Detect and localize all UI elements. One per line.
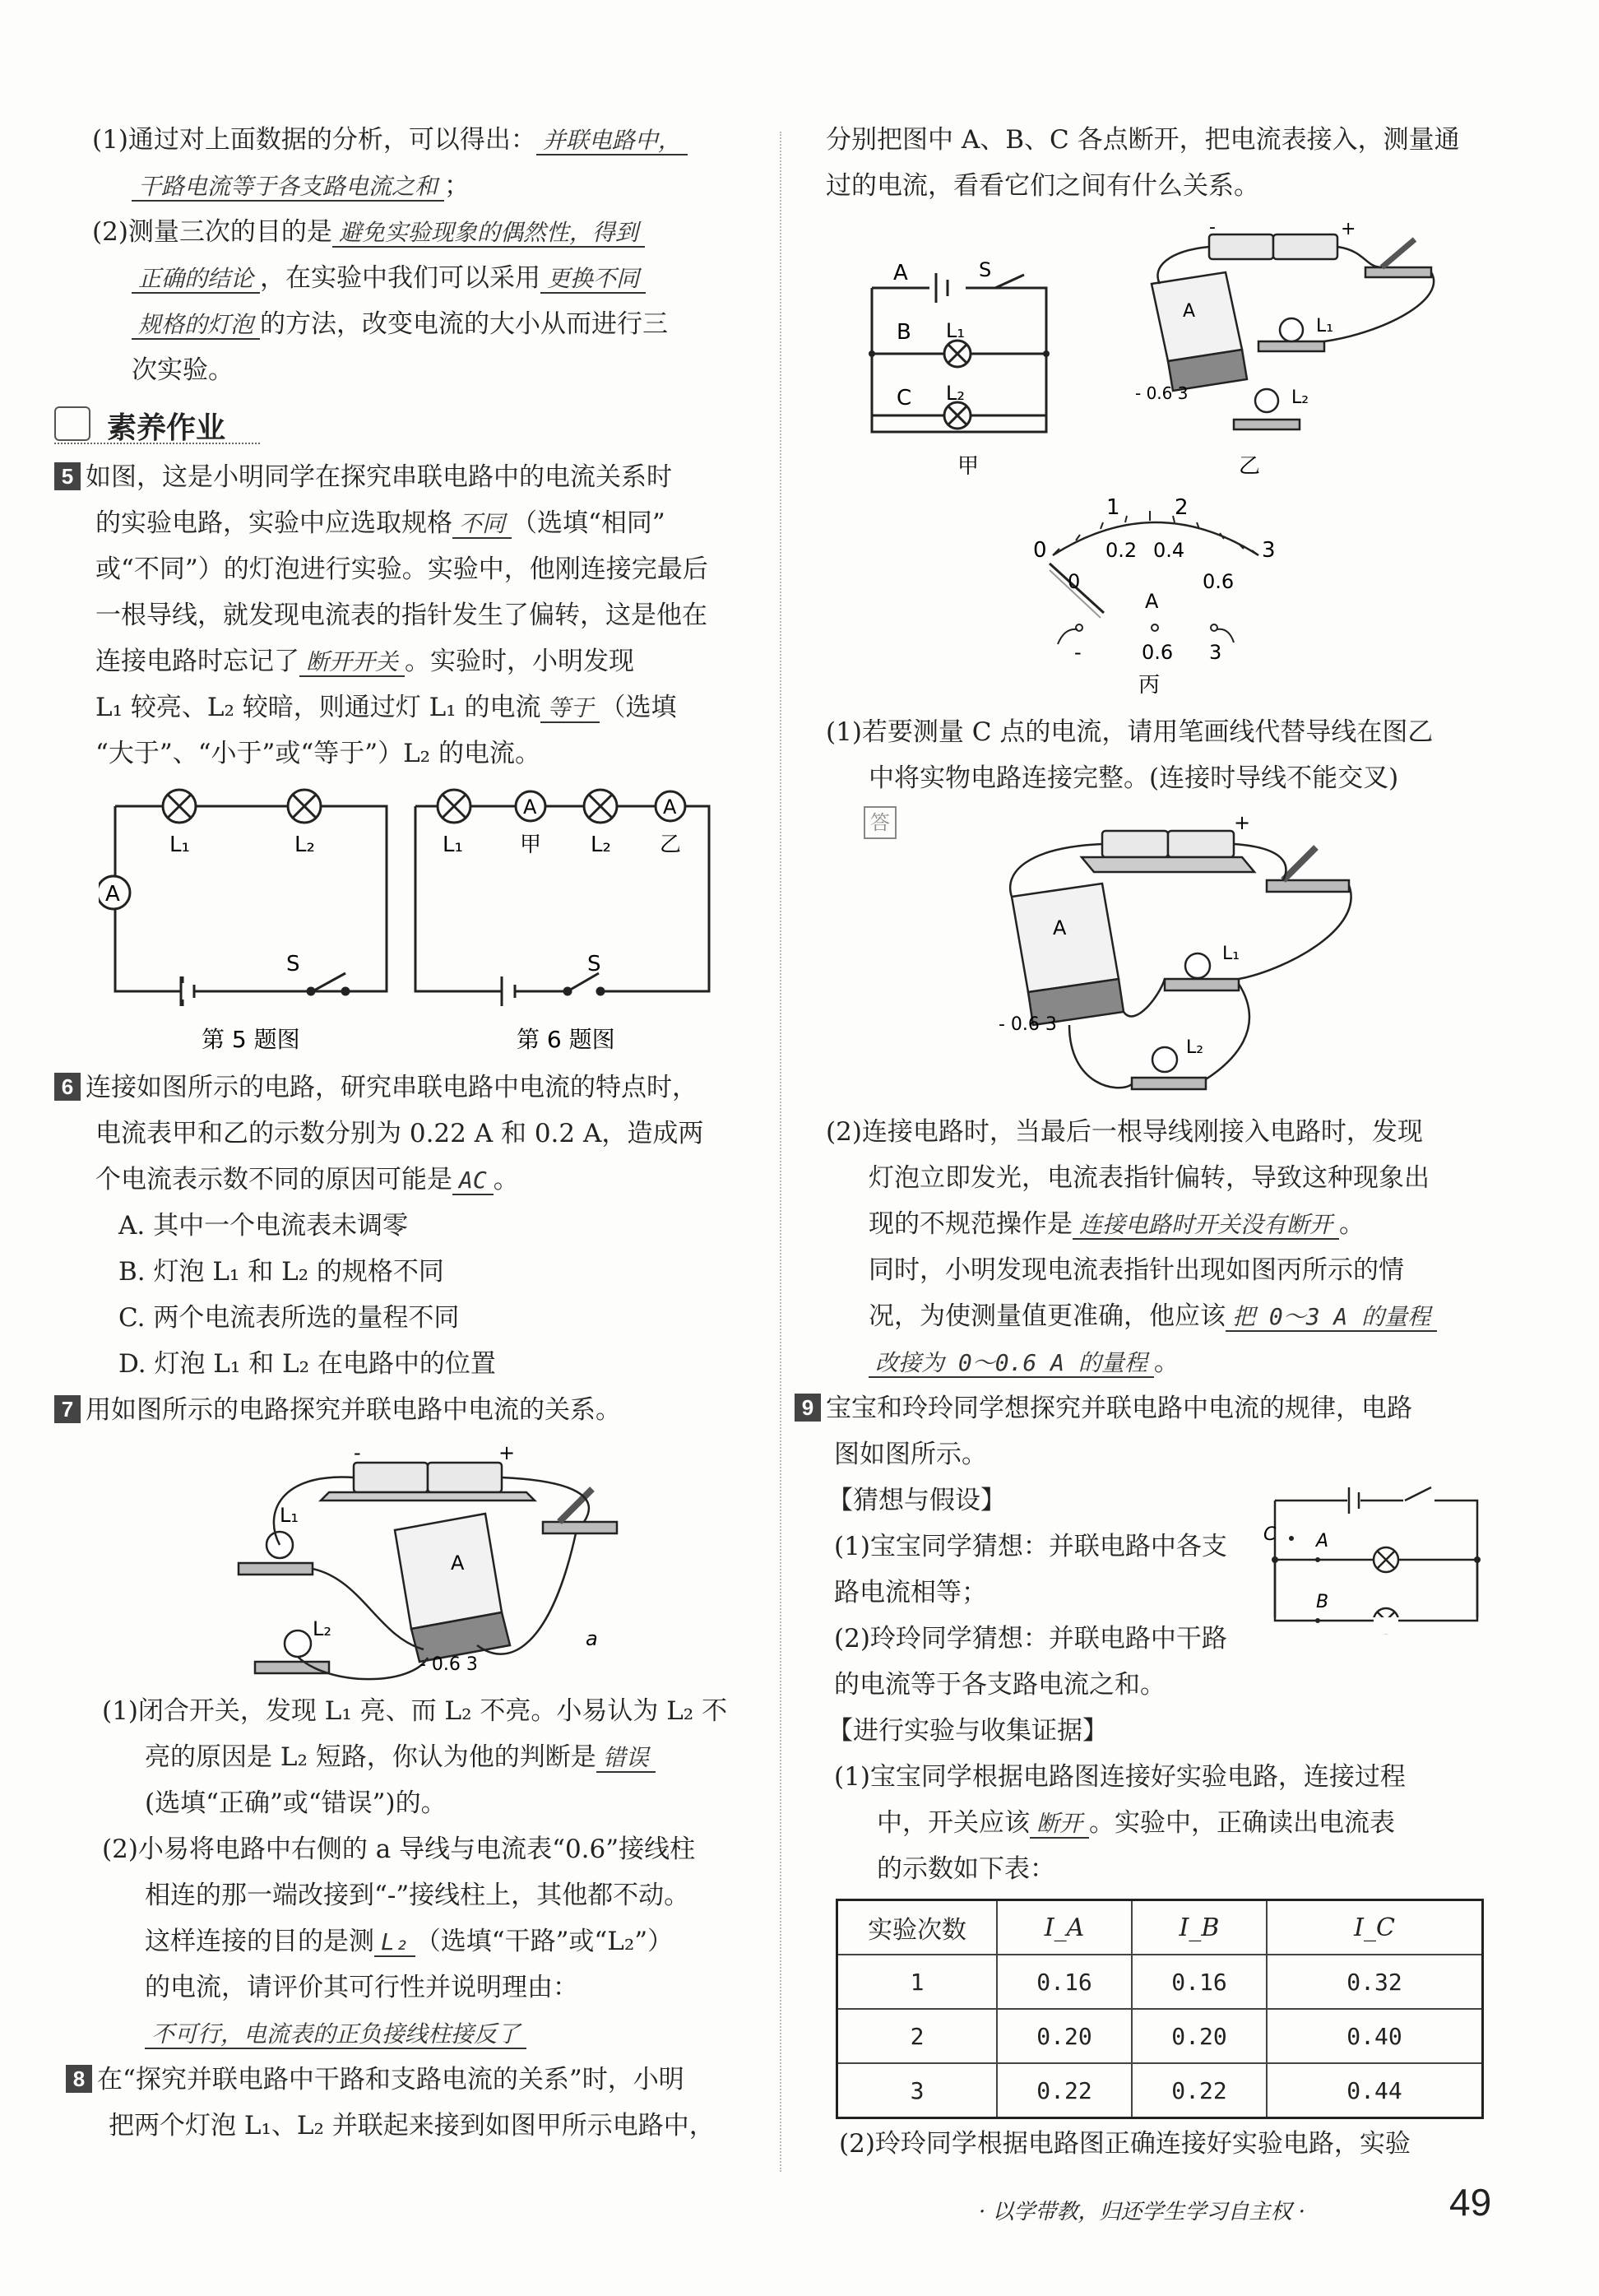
q8-2-line5: 况，为使测量值更准确，他应该 把 0～3 A 的量程 (869, 1300, 1437, 1334)
point-b-label: B (1316, 1592, 1329, 1612)
ammeter-symbol: A (451, 1552, 465, 1575)
terminal-minus: - (1074, 641, 1082, 664)
battery-minus: - (354, 1441, 361, 1464)
question-number: 7 (54, 1395, 81, 1423)
dial-tick-2: 2 (1175, 498, 1189, 520)
answer-blank: 等于 (540, 694, 600, 723)
answer-blank: 更换不同 (540, 265, 646, 294)
dial-tick-1: 1 (1106, 498, 1120, 520)
terminal-3: 3 (1209, 641, 1222, 664)
answer-blank: 断开开关 (299, 648, 405, 677)
q4-1-line2: 干路电流等于各支路电流之和 ； (132, 169, 470, 203)
point-c-label: C (1263, 1524, 1277, 1545)
q5-line2: 的实验电路，实验中应选取规格 不同 （选填“相同” (95, 508, 665, 538)
answer-stamp: 答 (864, 806, 897, 839)
ammeter-label: A (105, 882, 120, 907)
answer-blank: 避免实验现象的偶然性，得到 (332, 219, 645, 248)
lamp-l1-label: L₁ (280, 1504, 299, 1527)
q9-experiment-heading: 【进行实验与收集证据】 (827, 1716, 1108, 1746)
fig-bing-ammeter-dial (1028, 498, 1283, 699)
q9-circuit (1258, 1481, 1497, 1645)
point-a-label: A (893, 261, 908, 285)
answer-blank: 正确的结论 (132, 265, 260, 294)
fig-answer-real-circuit (971, 814, 1382, 1111)
dial-tick-3: 3 (1262, 538, 1276, 563)
lamp-l1-label: L₁ (169, 833, 190, 857)
switch-label: S (979, 258, 992, 281)
question-number: 9 (795, 1394, 821, 1422)
q5-line6: L₁ 较亮、L₂ 较暗，则通过灯 L₁ 的电流 等于 （选填 (95, 693, 677, 722)
q4-1-line1: (1)通过对上面数据的分析，可以得出： 并联电路中， (92, 123, 688, 157)
table-cell: 0.22 (1132, 2063, 1267, 2118)
q8-2-line2: 灯泡立即发光，电流表指针偏转，导致这种现象出 (869, 1163, 1430, 1193)
q8-2-line1: (2)连接电路时，当最后一根导线刚接入电路时，发现 (826, 1117, 1423, 1147)
lamp-l2-label: L₂ (1186, 1037, 1204, 1058)
battery-plus: + (1234, 814, 1251, 834)
pencil-icon (54, 406, 90, 441)
page-number: 49 (1449, 2181, 1492, 2224)
q6-option-d: D. 灯泡 L₁ 和 L₂ 在电路中的位置 (118, 1349, 496, 1379)
wire-a-label: a (586, 1627, 598, 1650)
lamp-l2-label: L₂ (294, 833, 315, 857)
question-number: 5 (54, 462, 81, 490)
ammeter-symbol: A (1145, 590, 1159, 613)
point-a-label: A (1316, 1531, 1329, 1552)
table-header: I_B (1132, 1900, 1267, 1955)
section-title: 素养作业 (107, 410, 226, 444)
answer-blank: 不可行，电流表的正负接线柱接反了 (145, 2020, 526, 2049)
lamp-l1-label: L₁ (443, 833, 463, 857)
answer-blank: 连接电路时开关没有断开 (1073, 1211, 1339, 1240)
table-cell: 3 (837, 2063, 998, 2118)
ammeter-jia-label: 甲 (520, 833, 542, 857)
battery-plus: + (1341, 219, 1356, 239)
fig-jia-caption: 甲 (957, 454, 980, 479)
q8-1-line2: 中将实物电路连接完整。(连接时导线不能交叉) (869, 763, 1399, 793)
table-header: I_C (1267, 1900, 1483, 1955)
answer-blank: 把 0～3 A 的量程 (1226, 1303, 1437, 1332)
dial-sub-0-4: 0.4 (1153, 539, 1185, 562)
question-number: 8 (66, 2065, 92, 2093)
ammeter-scale: - 0.6 3 (419, 1654, 478, 1675)
lamp-l1-label: L₁ (1316, 316, 1334, 336)
q9-guess2-line2: 的电流等于各支路电流之和。 (834, 1670, 1166, 1700)
answer-blank: 并联电路中， (536, 127, 688, 155)
lamp-l2-label: L₂ (591, 833, 611, 857)
q8-2-line6: 改接为 0～0.6 A 的量程 。 (869, 1346, 1180, 1380)
fig-bing-caption: 丙 (1138, 673, 1161, 698)
q7-2-line2: 相连的那一端改接到“-”接线柱上，其他都不动。 (145, 1881, 690, 1910)
q4-2-line2: 正确的结论 ，在实验中我们可以采用 更换不同 (132, 262, 646, 295)
terminal-0-6: 0.6 (1142, 641, 1174, 664)
question-number: 6 (54, 1073, 81, 1101)
q4-2-line1: (2)测量三次的目的是 避免实验现象的偶然性，得到 (92, 216, 645, 249)
lamp-l2-label: L₂ (946, 382, 965, 405)
answer-blank: 错误 (596, 1744, 656, 1773)
battery-plus: + (498, 1441, 516, 1464)
table-header: I_A (997, 1900, 1132, 1955)
q6-option-a: A. 其中一个电流表未调零 (118, 1211, 409, 1241)
switch-label: S (286, 952, 300, 976)
table-cell: 1 (837, 1955, 998, 2009)
ammeter-symbol: A (1053, 916, 1067, 939)
dial-sub-0-6: 0.6 (1203, 570, 1235, 593)
q9-guess2-line1: (2)玲玲同学猜想：并联电路中干路 (834, 1624, 1227, 1654)
q5-line1: 5 如图，这是小明同学在探究串联电路中的电流关系时 (54, 461, 672, 494)
q6-option-c: C. 两个电流表所选的量程不同 (118, 1303, 460, 1333)
table-header-row (837, 1900, 1483, 1955)
q7-2-line3: 这样连接的目的是测 L₂ （选填“干路”或“L₂”） (145, 1927, 674, 1956)
q8-2-line4: 同时，小明发现电流表指针出现如图丙所示的情 (869, 1255, 1404, 1285)
table-cell: 0.32 (1267, 1955, 1483, 2009)
q4-2-line3: 规格的灯泡 的方法，改变电流的大小从而进行三 (132, 308, 668, 341)
fig5-circuit (99, 786, 403, 1057)
answer-blank: 改接为 0～0.6 A 的量程 (869, 1349, 1154, 1378)
q8-line4: 过的电流，看看它们之间有什么关系。 (826, 171, 1259, 201)
table-cell: 0.40 (1267, 2009, 1483, 2063)
q7-2-line1: (2)小易将电路中右侧的 a 导线与电流表“0.6”接线柱 (102, 1834, 696, 1864)
footer-motto: · 以学带教，归还学生学习自主权 · (979, 2200, 1306, 2224)
dial-sub-0-2: 0.2 (1105, 539, 1138, 562)
q7-2-line4: 的电流，请评价其可行性并说明理由： (145, 1973, 578, 2002)
answer-blank: 规格的灯泡 (132, 311, 260, 340)
q5-line3: 或“不同”）的灯泡进行实验。实验中，他刚连接完最后 (95, 554, 708, 584)
battery-minus: - (1209, 218, 1216, 238)
answer-blank: L₂ (374, 1928, 415, 1957)
ammeter-scale: - 0.6 3 (999, 1014, 1057, 1035)
q7-1-line1: (1)闭合开关，发现 L₁ 亮、而 L₂ 不亮。小易认为 L₂ 不 (102, 1696, 728, 1726)
q9-line2: 图如图所示。 (834, 1440, 987, 1469)
q9-guess1-line2: 路电流相等； (834, 1578, 987, 1607)
q7-1-line2: 亮的原因是 L₂ 短路，你认为他的判断是 错误 (145, 1741, 656, 1774)
table-cell: 0.16 (1132, 1955, 1267, 2009)
q8-1-line1: (1)若要测量 C 点的电流，请用笔画线代替导线在图乙 (826, 717, 1434, 747)
table-cell: 0.20 (1132, 2009, 1267, 2063)
lamp-l1-label: L₁ (1222, 944, 1240, 964)
point-c-label: C (897, 386, 912, 410)
fig5-caption: 第 5 题图 (202, 1026, 300, 1053)
q5-line5: 连接电路时忘记了 断开开关 。实验时，小明发现 (95, 647, 635, 676)
q7-2-line5 (145, 2017, 526, 2051)
answer-blank: 干路电流等于各支路电流之和 (132, 173, 444, 202)
lamp-l2-label: L₂ (313, 1617, 331, 1640)
q6-line2: 电流表甲和乙的示数分别为 0.22 A 和 0.2 A，造成两 (95, 1119, 704, 1148)
q5-line7: “大于”、“小于”或“等于”）L₂ 的电流。 (95, 739, 540, 768)
q8-2-line3: 现的不规范操作是 连接电路时开关没有断开 。 (869, 1209, 1365, 1239)
ammeter-yi-symbol: A (663, 795, 677, 819)
table-cell: 0.22 (997, 2063, 1132, 2118)
q9-line1: 9 宝宝和玲玲同学想探究并联电路中电流的规律，电路 (795, 1392, 1412, 1425)
fig6-circuit (411, 786, 724, 1057)
ammeter-scale: - 0.6 3 (1135, 383, 1189, 403)
q9-exp1-line1: (1)宝宝同学根据电路图连接好实验电路，连接过程 (834, 1762, 1406, 1792)
dial-tick-0: 0 (1033, 538, 1047, 563)
section-header (54, 401, 260, 444)
q7-line1: 7 用如图所示的电路探究并联电路中电流的关系。 (54, 1394, 621, 1426)
switch-label: S (587, 952, 601, 976)
q9-exp1-line3: 的示数如下表： (877, 1854, 1055, 1884)
table-cell: 0.44 (1267, 2063, 1483, 2118)
ammeter-yi-label: 乙 (660, 833, 682, 857)
table-cell: 0.16 (997, 1955, 1132, 2009)
ammeter-jia-symbol: A (523, 795, 537, 819)
q9-guess1-line1: (1)宝宝同学猜想：并联电路中各支 (834, 1532, 1227, 1561)
q9-hypothesis-heading: 【猜想与假设】 (827, 1486, 1006, 1515)
fig-yi-caption: 乙 (1239, 454, 1261, 479)
answer-blank: 断开 (1030, 1810, 1089, 1839)
dial-sub-0: 0 (1068, 570, 1081, 593)
q6-line3: 个电流表示数不同的原因可能是 AC 。 (95, 1165, 519, 1194)
q4-2-line4: 次实验。 (132, 355, 234, 385)
fig-yi-real-circuit (1119, 218, 1448, 481)
q9-exp1-line2: 中，开关应该 断开 。实验中，正确读出电流表 (877, 1808, 1396, 1838)
table-cell: 0.20 (997, 2009, 1132, 2063)
answer-blank: AC (452, 1167, 494, 1195)
q7-1-line3: (选填“正确”或“错误”)的。 (145, 1788, 447, 1818)
ammeter-symbol: A (1183, 301, 1196, 322)
q7-real-circuit (230, 1440, 658, 1703)
fig-jia-circuit (855, 247, 1069, 485)
table-row (837, 2063, 1483, 2118)
fig6-caption: 第 6 题图 (517, 1026, 615, 1053)
q5-line4: 一根导线，就发现电流表的指针发生了偏转，这是他在 (95, 601, 707, 630)
table-cell: 2 (837, 2009, 998, 2063)
column-divider (780, 132, 781, 2172)
q9-data-table (836, 1899, 1484, 2119)
table-row (837, 1955, 1483, 2009)
lamp-l2-label: L₂ (1291, 387, 1309, 408)
point-b-label: B (897, 320, 911, 345)
q8-line1: 8 在“探究并联电路中干路和支路电流的关系”时，小明 (66, 2063, 684, 2096)
table-row (837, 2009, 1483, 2063)
lamp-l1-label: L₁ (946, 319, 965, 342)
q9-exp2-line1: (2)玲玲同学根据电路图正确连接好实验电路，实验 (839, 2129, 1411, 2159)
q8-line2: 把两个灯泡 L₁、L₂ 并联起来接到如图甲所示电路中， (109, 2111, 715, 2141)
q6-option-b: B. 灯泡 L₁ 和 L₂ 的规格不同 (118, 1257, 444, 1287)
answer-blank: 不同 (452, 510, 512, 539)
table-header: 实验次数 (837, 1900, 998, 1955)
q6-line1: 6 连接如图所示的电路，研究串联电路中电流的特点时， (54, 1071, 698, 1104)
q8-line3: 分别把图中 A、B、C 各点断开，把电流表接入，测量通 (826, 125, 1460, 155)
